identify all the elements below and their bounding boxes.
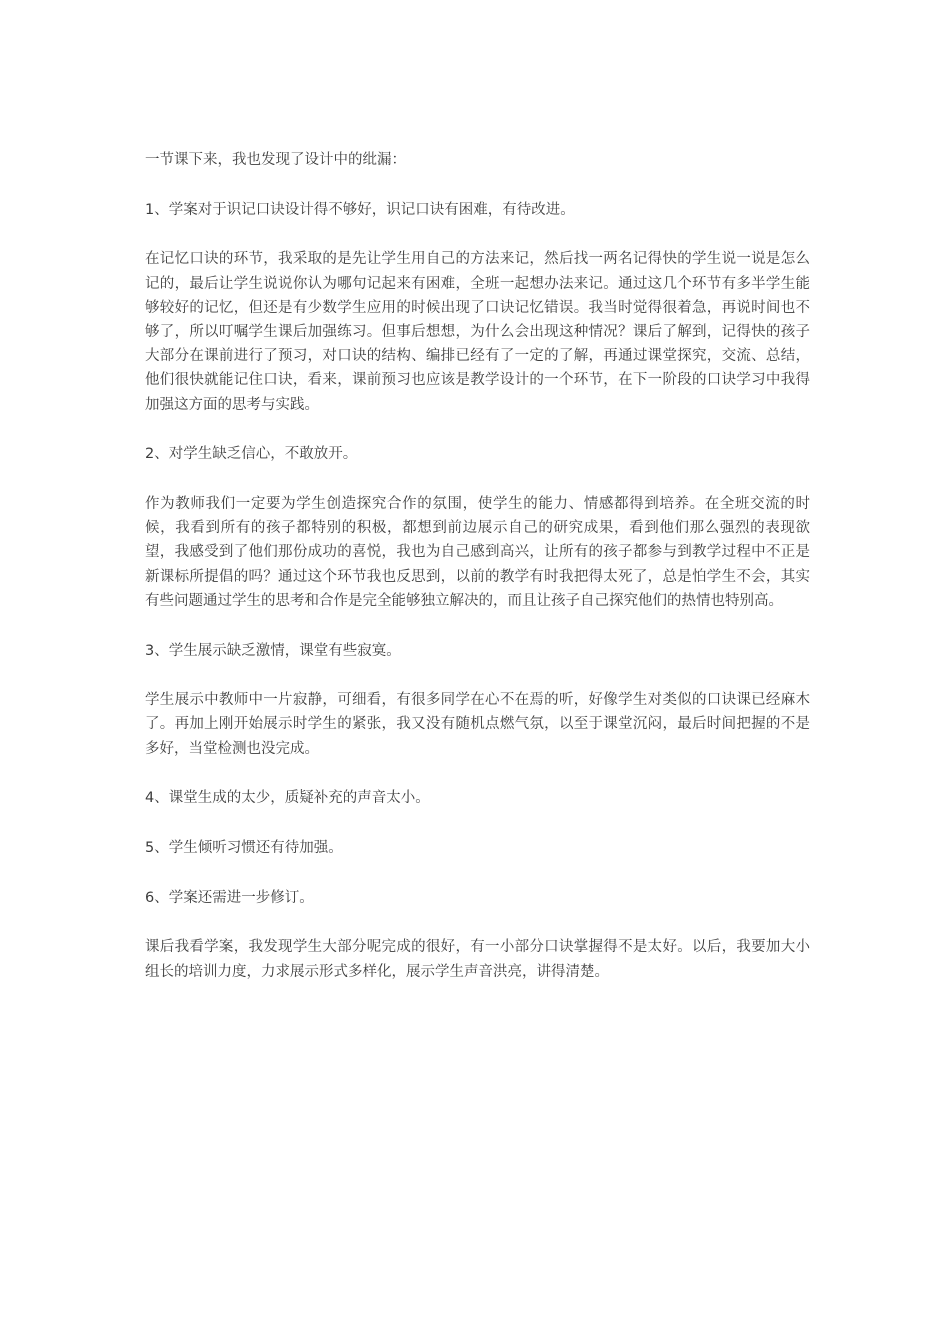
document-body xyxy=(145,148,810,1009)
point-4-heading: 4、课堂生成的太少，质疑补充的声音太小。 xyxy=(145,790,430,807)
point-6-body: 课后我看学案，我发现学生大部分呢完成的很好，有一小部分口诀掌握得不是太好。以后，我要加大小组长的培训力度，力求展示形式多样化，展示学生声音洪亮，讲得清楚。 xyxy=(145,939,810,980)
point-6-heading: 6、学案还需进一步修订。 xyxy=(145,889,314,906)
point-3-heading: 3、学生展示缺乏激情，课堂有些寂寞。 xyxy=(145,642,401,659)
intro-paragraph: 一节课下来，我也发现了设计中的纰漏： xyxy=(145,152,406,168)
point-2-body: 作为教师我们一定要为学生创造探究合作的氛围，使学生的能力、情感都得到培养。在全班交流的时候，我看到所有的孩子都特别的积极，都想到前边展示自己的研究成果，看到他们那么强烈的表现欲望，我感受到了他们那份成功的喜悦，我也为自己感到高兴，让所有的孩子都参与到教学过程中不正是新课标所提倡的吗？通过这个环节我也反思到，以前的教学有时我把得太死了，总是怕学生不会，其实有些问题通过学生的思考和合作是完全能够独立解决的，而且让孩子自己探究他们的热情也特别高。 xyxy=(145,496,810,609)
point-3-body: 学生展示中教师中一片寂静，可细看，有很多同学在心不在焉的听，好像学生对类似的口诀课已经麻木了。再加上刚开始展示时学生的紧张，我又没有随机点燃气氛，以至于课堂沉闷，最后时间把握的不是多好，当堂检测也没完成。 xyxy=(145,692,810,757)
point-5-heading: 5、学生倾听习惯还有待加强。 xyxy=(145,840,343,857)
point-1-heading: 1、学案对于识记口诀设计得不够好，识记口诀有困难，有待改进。 xyxy=(145,201,575,218)
point-2-heading: 2、对学生缺乏信心，不敢放开。 xyxy=(145,446,358,463)
point-1-body: 在记忆口诀的环节，我采取的是先让学生用自己的方法来记，然后找一两名记得快的学生说一说是怎么记的，最后让学生说说你认为哪句记起来有困难，全班一起想办法来记。通过这几个环节有多半学生能够较好的记忆，但还是有少数学生应用的时候出现了口诀记忆错误。我当时觉得很着急，再说时间也不够了，所以叮嘱学生课后加强练习。但事后想想，为什么会出现这种情况？课后了解到，记得快的孩子大部分在课前进行了预习，对口诀的结构、编排已经有了一定的了解，再通过课堂探究，交流、总结，他们很快就能记住口诀，看来，课前预习也应该是教学设计的一个环节，在下一阶段的口诀学习中我得加强这方面的思考与实践。 xyxy=(145,251,810,413)
